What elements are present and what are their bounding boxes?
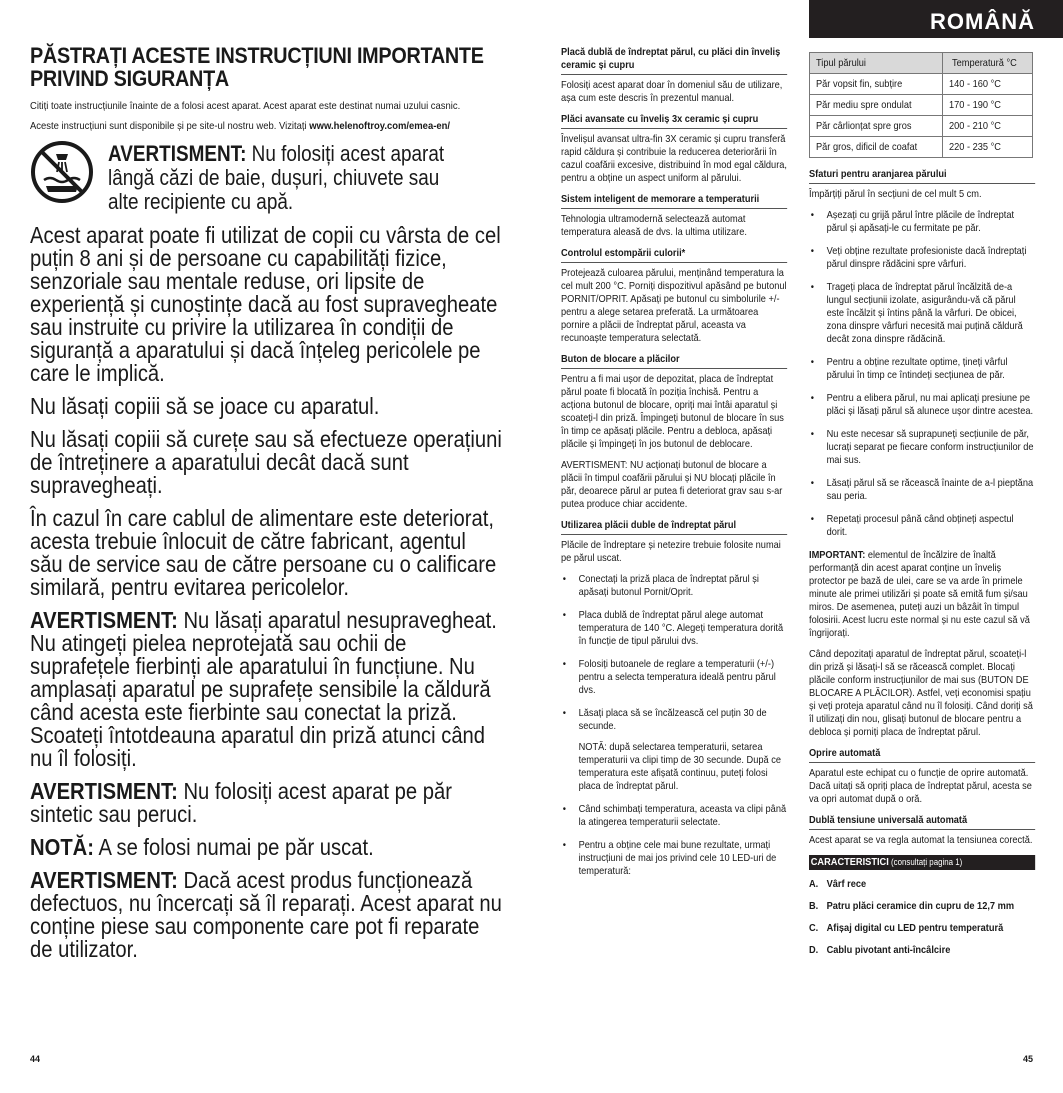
section-text: Folosiți acest aparat doar în domeniul său de utilizare, așa cum este descris în prezentul manual. — [561, 79, 783, 104]
para-clean: Nu lăsați copiii să curețe sau să efectueze operațiuni de întreținere a aparatului decât dacă sunt supravegheați. — [30, 426, 502, 498]
header-hair-type: Tipul părului — [810, 53, 943, 74]
features-heading: CARACTERISTICI (consultați pagina 1) — [809, 855, 1035, 870]
table-header — [810, 53, 1033, 74]
section-title: Placă dublă de îndreptat părul, cu plăci din înveliș ceramic și cupru — [561, 46, 787, 75]
features-column — [561, 46, 787, 888]
list-item: A. Vârf rece — [809, 878, 867, 890]
table-row — [810, 116, 1033, 137]
list-item: • Conectați la priză placa de îndreptat părul și apăsați butonul Pornit/Oprit. — [562, 573, 759, 598]
list-item: B. Patru plăci ceramice din cupru de 12,7 mm — [809, 900, 1015, 912]
section-title: Sfaturi pentru aranjarea părului — [809, 168, 1035, 184]
list-item: • Așezați cu grijă părul între plăcile de îndreptat părul și apăsați-le cu fermitate pe păr. — [810, 209, 1015, 234]
section-text: Acest aparat se va regla automat la tensiunea corectă. — [809, 834, 1033, 846]
page-number-left: 44 — [30, 1054, 41, 1064]
para-children: Acest aparat poate fi utilizat de copii cu vârsta de cel puțin 8 ani și de persoane cu capabilități fizice, senzoriale sau mentale reduse, ori lipsite de experiență și cunoștințe dacă au fost supravegheate sau instruite cu privire la utilizarea în condiții de siguranță a aparatului și dacă înțeleg pericolele pe care le implică. — [30, 222, 501, 386]
section-title: Controlul estompării culorii* — [561, 247, 787, 263]
list-item: • Pentru a obține rezultate optime, țineți vârful părului în timp ce întindeți secțiunea de păr. — [810, 356, 1008, 381]
water-warning — [30, 142, 508, 214]
features-list — [809, 878, 1035, 957]
section-text: Împărțiți părul în secțiuni de cel mult 5 cm. — [809, 188, 982, 200]
table-cell: 140 - 160 °C — [942, 74, 1032, 95]
header-temperature: Temperatură °C — [942, 53, 1032, 74]
section-title: Sistem inteligent de memorare a temperaturii — [561, 193, 787, 209]
lock-warning: AVERTISMENT: NU acționați butonul de blocare a plăcii în timpul coafării părului și NU blocați plăcile în păr, deoarece părul ar putea fi deteriorat grav sau s-ar putea produce chiar accidente. — [561, 459, 783, 510]
temperature-note: NOTĂ: după selectarea temperaturii, setarea temperaturii va clipi timp de 30 secunde. După ce temperatura este afișată continuu, puteți folosi placa de îndreptat părul. — [578, 741, 781, 792]
warning-4: AVERTISMENT: Dacă acest produs funcționează defectuos, nu încercați să îl reparați. Acest aparat nu conține piese sau componente care pot fi reparate de utilizator. — [30, 867, 502, 962]
intro-line-1: Citiți toate instrucțiunile înainte de a folosi acest aparat. Acest aparat este destinat numai uzului casnic. — [30, 100, 461, 112]
safety-column — [30, 44, 508, 961]
important-note: IMPORTANT: elementul de încălzire de înaltă performanță din acest aparat conține un înveliș protector pe bază de ulei, care se va arde în primele minute ale primei utilizări și poate să emită fum și/sau miros. De asemenea, puteți auzi un bâzâit în timpul folosirii. Acest lucru este normal și nu este cazul să vă îngrijorați. — [809, 549, 1030, 639]
table-cell: 170 - 190 °C — [942, 95, 1032, 116]
list-item: • Pentru a obține cele mai bune rezultate, urmați instrucțiuni de mai jos privind cele 10 LED-uri de temperatură: — [562, 839, 777, 877]
table-cell: Păr mediu spre ondulat — [810, 95, 943, 116]
warning-2: AVERTISMENT: Nu lăsați aparatul nesupravegheat. Nu atingeți pielea neprotejată sau ochii de suprafețele fierbinți ale aparatului în funcțiune. Nu amplasați aparatul pe suprafețe sensibile la căldură când acesta este fierbinte sau conectat la priză. Scoateți întotdeauna aparatul din priză atunci când nu îl folosiți. — [30, 607, 497, 771]
no-water-icon — [30, 140, 94, 204]
section-text: Învelișul avansat ultra-fin 3X ceramic și cupru transferă rapid căldura și contribuie la reducerea deteriorării în cazul coafării excesive, distribuind în mod egal căldura, pentru a obține un aspect uniform al părului. — [561, 133, 787, 184]
list-item: • Când schimbați temperatura, aceasta va clipi până la atingerea temperaturii selectate. — [562, 803, 787, 828]
section-text: Pentru a fi mai ușor de depozitat, placa de îndreptat părul poate fi blocată în poziția închisă. Pentru a acționa butonul de blocare, opriți mai întâi aparatul și scoateți-l din priză. Împingeți butonul de blocare în sus în timp ce apăsați plăcile. Pentru a debloca, apăsați plăcile și împingeți în jos butonul de deblocare. — [561, 373, 784, 450]
page-number-right: 45 — [1023, 1054, 1034, 1064]
section-text: Tehnologia ultramodernă selectează automat temperatura aleasă de dvs. la ultima utilizare. — [561, 213, 747, 238]
list-item: • Lăsați părul să se răcească înainte de a-l pieptăna sau peria. — [810, 477, 1034, 502]
section-title: Utilizarea plăcii duble de îndreptat părul — [561, 519, 787, 535]
table-cell: Păr gros, dificil de coafat — [810, 137, 943, 158]
list-item: • Pentru a elibera părul, nu mai aplicați presiune pe plăci și lăsați părul să alunece ușor dintre acestea. — [810, 392, 1034, 417]
list-item: • Nu este necesar să suprapuneți secțiunile de păr, lucrați separat pe fiecare conform instrucțiunilor de mai sus. — [810, 428, 1034, 466]
list-item: • Folosiți butoanele de reglare a temperaturii (+/-) pentru a selecta temperatura ideală pentru părul dvs. — [562, 658, 776, 696]
warning-1: AVERTISMENT: Nu folosiți acest aparat lângă căzi de baie, dușuri, chiuvete sau alte recipiente cu apă. — [108, 141, 445, 214]
table-cell: Păr vopsit fin, subțire — [810, 74, 943, 95]
intro-line-2: Aceste instrucțiuni sunt disponibile și pe site-ul nostru web. Vizitați www.helenoftroy.com/emea-en/ — [30, 120, 451, 132]
section-title: Dublă tensiune universală automată — [809, 814, 1035, 830]
page-title: PĂSTRAȚI ACESTE INSTRUCȚIUNI IMPORTANTE PRIVIND SIGURANȚA — [30, 43, 484, 91]
table-cell: 200 - 210 °C — [942, 116, 1032, 137]
website-link[interactable]: www.helenoftroy.com/emea-en/ — [309, 120, 451, 132]
note-dry-hair: NOTĂ: A se folosi numai pe păr uscat. — [30, 834, 374, 860]
section-text: Protejează culoarea părului, menținând temperatura la cel mult 200 °C. Porniți dispozitivul apăsând pe butonul PORNIT/OPRIT. Apăsați pe butonul cu simbolurile +/- pentru a alege setarea preferată. La următoarea pornire a plăcii de îndreptat părul, aceasta va recunoaște temperatura selectată. — [561, 267, 787, 344]
list-item: • Veți obține rezultate profesioniste dacă îndreptați părul dinspre rădăcini spre vârfuri. — [810, 245, 1027, 270]
tips-column — [809, 168, 1033, 966]
storage-text: Când depozitați aparatul de îndreptat părul, scoateți-l din priză și lăsați-l să se răcească complet. Blocați plăcile conform instrucțiunilor de mai sus (BUTON DE BLOCARE A PLĂCILOR). Astfel, veți economisi spațiu și veți proteja aparatul când nu îl folosiți. Când doriți să îl utilizați din nou, glisați butonul de blocare pentru a debloca și porniți placa de îndreptat părul. — [809, 648, 1033, 738]
para-play: Nu lăsați copiii să se joace cu aparatul. — [30, 393, 380, 419]
usage-list — [561, 573, 787, 878]
warning-3: AVERTISMENT: Nu folosiți acest aparat pe păr sintetic sau peruci. — [30, 778, 452, 827]
temperature-table — [809, 52, 1033, 158]
intro-text — [30, 96, 498, 136]
section-title: Oprire automată — [809, 747, 1035, 763]
table-row — [810, 74, 1033, 95]
table-row — [810, 137, 1033, 158]
table-cell: Păr cârlionțat spre gros — [810, 116, 943, 137]
section-title: Buton de blocare a plăcilor — [561, 353, 787, 369]
list-item: • Repetați procesul până când obțineți aspectul dorit. — [810, 513, 1014, 538]
list-item: • Placa dublă de îndreptat părul alege automat temperatura de 140 °C. Alegeți temperatura dorită în funcție de tipul părului dvs. — [562, 609, 784, 647]
table-row — [810, 95, 1033, 116]
section-title: Plăci avansate cu înveliș 3x ceramic și cupru — [561, 113, 787, 129]
section-text: Plăcile de îndreptare și netezire trebuie folosite numai pe părul uscat. — [561, 539, 781, 564]
para-cable: În cazul în care cablul de alimentare este deteriorat, acesta trebuie înlocuit de către fabricant, agentul său de service sau de către persoane cu o calificare similară, pentru evitarea pericolelor. — [30, 505, 497, 600]
list-item: • Lăsați placa să se încălzească cel puțin 30 de secunde. NOTĂ: după selectarea temperaturii, setarea temperaturii va clipi timp de 30 secunde. După ce temperatura este afișată continuu, puteți folosi placa de îndreptat părul. — [561, 707, 787, 793]
section-text: Aparatul este echipat cu o funcție de oprire automată. Dacă uitați să opriți placa de îndreptat părul, acesta se va opri automat după o oră. — [809, 767, 1032, 805]
table-cell: 220 - 235 °C — [942, 137, 1032, 158]
list-item: • Trageți placa de îndreptat părul încălzită de-a lungul secțiunii izolate, asigurându-vă că părul este încălzit și întins până la vârfuri. De obicei, zona dinspre vârfuri necesită mai puțină căldură decât zona dinspre rădăcină. — [810, 281, 1023, 345]
tips-list — [809, 209, 1035, 539]
language-tab: ROMÂNĂ — [809, 0, 1063, 38]
list-item: C. Afișaj digital cu LED pentru temperatură — [809, 922, 1004, 934]
list-item: D. Cablu pivotant anti-încâlcire — [809, 944, 951, 956]
